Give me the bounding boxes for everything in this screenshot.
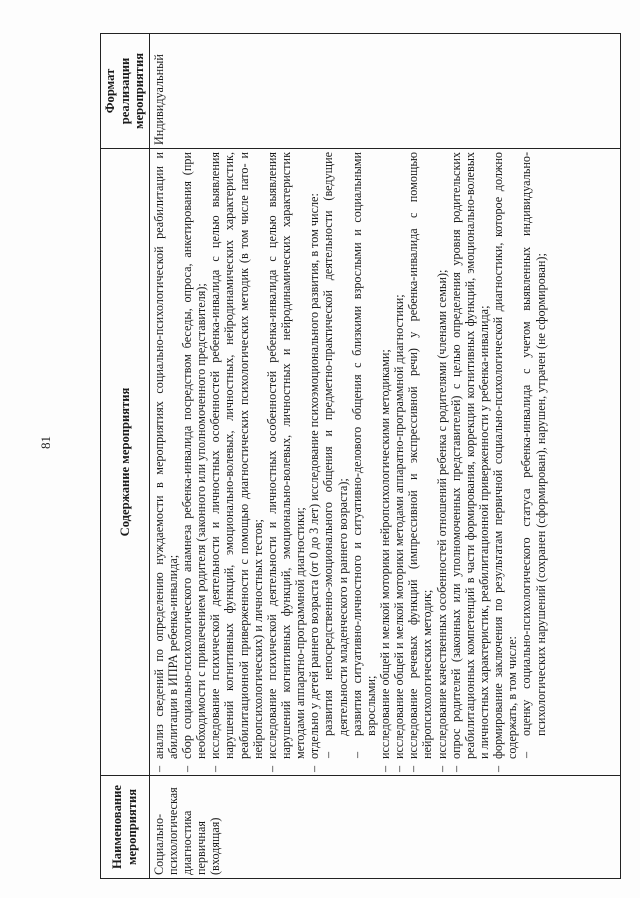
- list-item: – анализ сведений по определению нуждаемости в мероприятиях социально-психологической реабилитации и абилитации в ИПРА ребенка-инвалида;: [151, 152, 180, 772]
- list-item: – исследование психической деятельности и личностных особенностей ребенка-инвалида с целью выявления нарушений когнитивных функций, эмоционально-волевых, личностных и нейродинамических характеристик методами аппаратно-программной диагностики;: [264, 152, 308, 772]
- sub-list-item: – развития ситуативно-личностного и ситуативно-делового общения с близкими взрослыми и социальными взрослыми;: [349, 152, 378, 758]
- list-item: – исследование психической деятельности и личностных особенностей ребенка-инвалида с целью выявления нарушений когнитивных функций, эмоционально-волевых, личностных, нейродинамических характеристик, реабилитационной приверженности с помощью диагностических психологических методик (в том числе пато- и нейропсихологических) и личностных тестов;: [208, 152, 265, 772]
- list-item: – исследование качественных особенностей отношений ребенка с родителями (членами семьи);: [434, 269, 449, 772]
- measure-format: Индивидуальный: [149, 34, 620, 149]
- rotated-page: [100, 33, 621, 879]
- list-item: – формирование заключения по результатам первичной социально-психологической диагностики, которое должно содержать, в том числе:: [491, 152, 520, 772]
- header-format: Формат реализации мероприятия: [101, 34, 150, 149]
- list-item: – опрос родителей (законных или уполномоченных представителей) с целью определения уровня родительских реабилитационных компетенций в части формирования, коррекции когнитивных функций, эмоционально-волевых и личностных характеристик, реабилитационной приверженности у ребенка-инвалида;: [448, 152, 492, 772]
- list-item: – исследование речевых функций (импрессивной и экспрессивной речи) у ребенка-инвалида с помощью нейропсихологических методик;: [406, 152, 435, 772]
- page-number: 81: [38, 436, 53, 449]
- measure-content: [149, 149, 620, 776]
- list-item: – исследование общей и мелкой моторики нейропсихологическими методиками;: [378, 349, 393, 772]
- table-row: [149, 34, 620, 879]
- header-name: Наименование мероприятия: [101, 776, 150, 879]
- list-item: – исследование общей и мелкой моторики методами аппаратно-программной диагностики;: [392, 294, 407, 772]
- list-item: – сбор социально-психологического анамнеза ребенка-инвалида посредством беседы, опроса, анкетирования (при необходимости с привлечением родителя (законного или уполномоченного представителя);: [180, 152, 209, 772]
- measure-name: Социально-психологическая диагностика первичная (входящая): [149, 776, 620, 879]
- measures-table: [100, 33, 621, 879]
- list-item: – отдельно у детей раннего возраста (от 0 до 3 лет) исследование психоэмоционального развития, в том числе:: [307, 193, 322, 772]
- sub-list-item: – развития непосредственно-эмоционального общения и предметно-практической деятельности (ведущие деятельности младенческого и раннего возраста);: [321, 152, 350, 758]
- header-content: Содержание мероприятия: [101, 149, 150, 776]
- sub-list-item: – оценку социально-психологического статуса ребенка-инвалида с учетом выявленных индивидуально-психологических нарушений (сохранен (сформирован), нарушен, утрачен (не сформирован);: [519, 152, 548, 758]
- table-header-row: [101, 34, 150, 879]
